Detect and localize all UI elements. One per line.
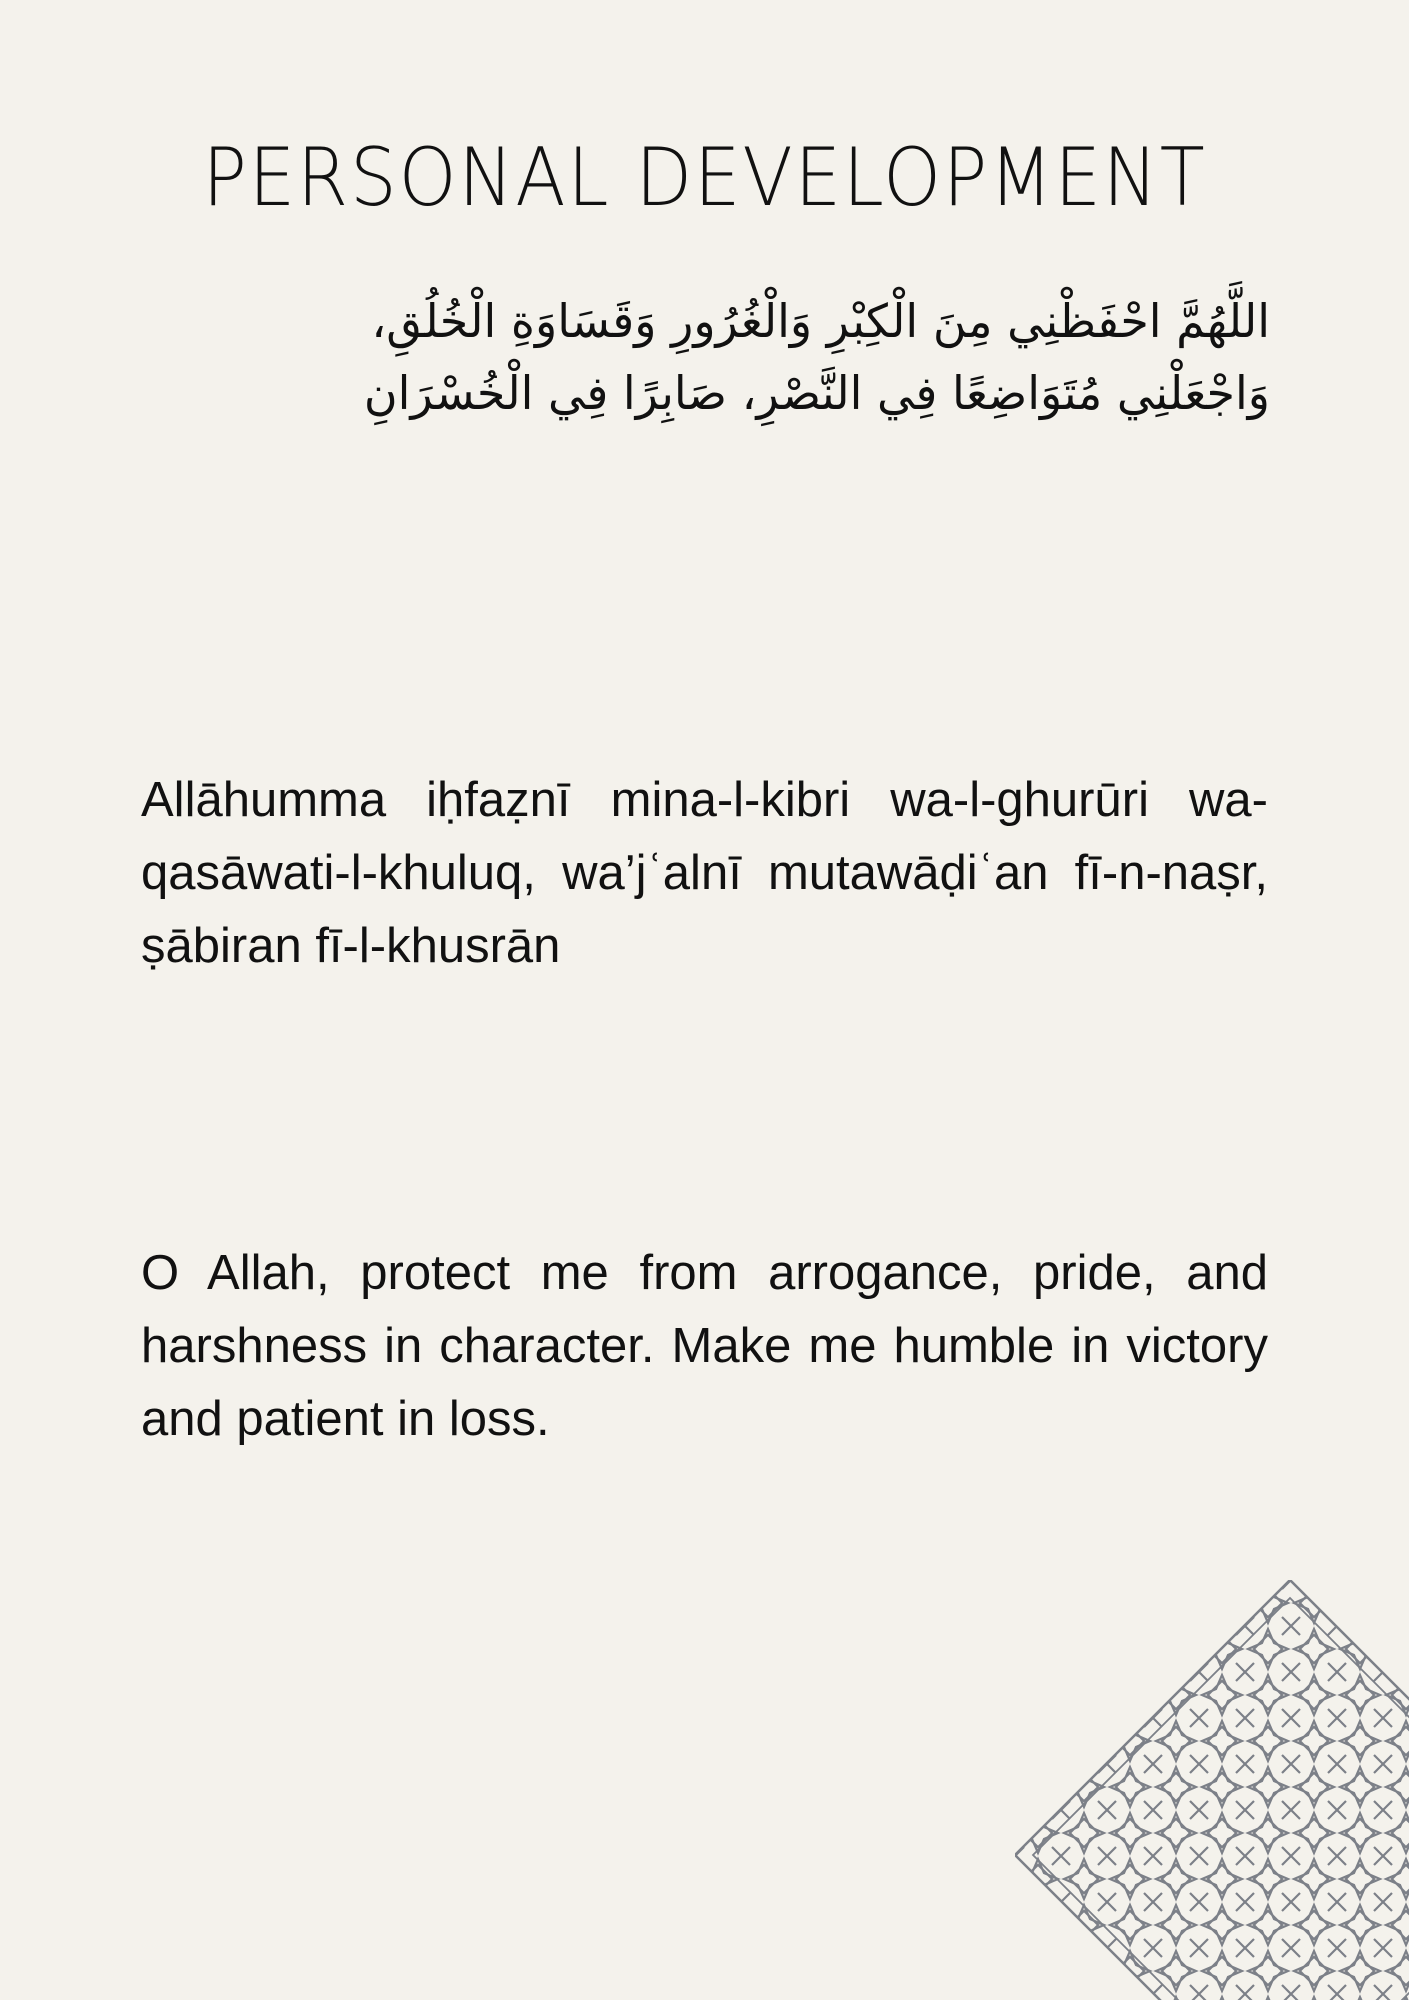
page-title: PERSONAL DEVELOPMENT — [202, 131, 1207, 224]
arabic-dua — [140, 285, 1270, 429]
geometric-pattern-icon — [1015, 1580, 1409, 2000]
arabic-line-1: اللَّهُمَّ احْفَظْنِي مِنَ الْكِبْرِ وَالْغُرُورِ وَقَسَاوَةِ الْخُلُقِ، — [371, 294, 1270, 348]
pattern-diamond — [1015, 1580, 1409, 2000]
arabic-line-2: وَاجْعَلْنِي مُتَوَاضِعًا فِي النَّصْرِ، صَابِرًا فِي الْخُسْرَانِ — [363, 366, 1270, 420]
translation-text: O Allah, protect me from arrogance, pride, and harshness in character. Make me humble in victory and patient in loss. — [141, 1246, 1268, 1446]
transliteration-text: Allāhumma iḥfaẓnī mina-l-kibri wa-l-ghurūri wa-qasāwati-l-khuluq, wa’jʿalnī mutawāḍiʿan fī-n-naṣr, ṣābiran fī-l-khusrān — [141, 773, 1268, 973]
